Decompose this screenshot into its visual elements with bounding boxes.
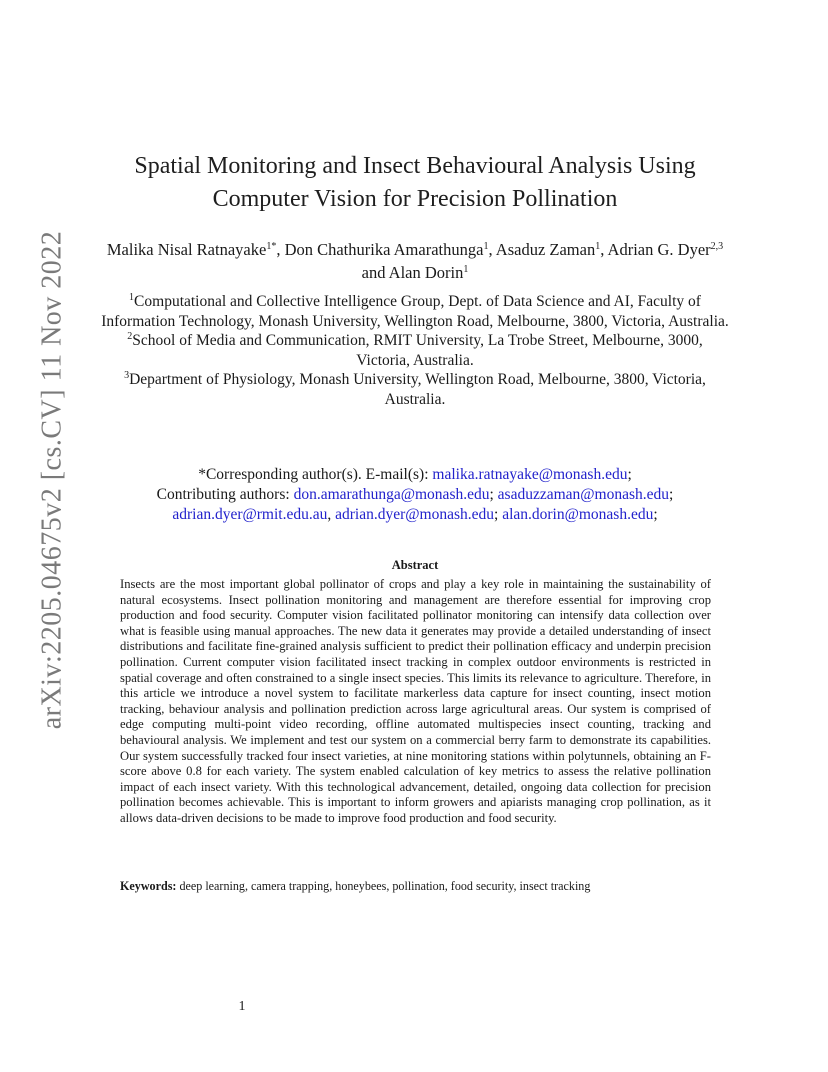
email-separator: ; — [653, 506, 658, 523]
author-affiliation-marker: 2,3 — [710, 241, 724, 252]
affiliation-list — [100, 292, 730, 409]
email-separator: ; — [669, 486, 674, 503]
author-affiliation-marker: 1 — [463, 264, 469, 275]
affiliation-item — [100, 292, 730, 331]
abstract-heading: Abstract — [391, 558, 439, 572]
title-line-1: Spatial Monitoring and Insect Behavioural Analysis Using — [134, 153, 696, 179]
contributing-email-link[interactable]: adrian.dyer@monash.edu — [335, 506, 494, 523]
contributing-email-link[interactable]: alan.dorin@monash.edu — [502, 506, 654, 523]
contributing-email-link[interactable]: adrian.dyer@rmit.edu.au — [172, 506, 328, 523]
author-affiliation-marker: 1* — [266, 241, 277, 252]
author-affiliation-marker: 1 — [483, 241, 489, 252]
corresponding-author-line — [100, 465, 730, 485]
keywords-text: deep learning, camera trapping, honeybees, pollination, food security, insect tracking — [179, 879, 591, 893]
email-separator: ; — [494, 506, 503, 523]
contributing-authors-line — [100, 485, 730, 525]
author-separator: , — [276, 240, 285, 259]
corresponding-email-link[interactable]: malika.ratnayake@monash.edu — [432, 466, 628, 483]
author-name: Asaduz Zaman — [495, 240, 596, 259]
affiliation-text: Department of Physiology, Monash University, Wellington Road, Melbourne, 3800, Victoria, Australia. — [129, 371, 706, 408]
email-separator: , — [327, 506, 336, 523]
affiliation-number: 1 — [129, 292, 135, 303]
arxiv-identifier-stamp — [16, 230, 88, 730]
contact-block — [100, 465, 730, 525]
contributing-email-link[interactable]: asaduzzaman@monash.edu — [497, 486, 670, 503]
title-line-2: Computer Vision for Precision Pollination — [212, 186, 618, 212]
abstract-text: Insects are the most important global pollinator of crops and play a key role in maintaining the sustainability of natural ecosystems. Insect pollination monitoring and management are therefore essential for improving crop production and food security. Computer vision facilitated pollinator monitoring can intensify data collection over what is feasible using manual approaches. The new data it generates may provide a detailed understanding of insect distributions and facilitate fine-grained analysis sufficient to predict their pollination efficacy and underpin precision pollination. Current computer vision facilitated insect tracking in complex outdoor environments is restricted in spatial coverage and often constrained to a single insect species. This limits its relevance to agriculture. Therefore, in this article we introduce a novel system to facilitate markerless data capture for insect counting, insect motion tracking, behaviour analysis and pollination prediction across large agricultural areas. Our system is comprised of edge computing multi-point video recording, offline automated multispecies insect counting, tracking and behavioural analysis. We implement and test our system on a commercial berry farm to demonstrate its capabilities. Our system successfully tracked four insect varieties, at nine monitoring stations within polytunnels, obtaining an F-score above 0.8 for each variety. The system enabled calculation of key metrics to assess the relative pollination impact of each insect variety. With this technological advancement, detailed, ongoing data collection for precision pollination becomes achievable. This is important to inform growers and apiarists managing crop pollination, as it allows data-driven decisions to be made to improve food production and food security. — [120, 577, 711, 825]
affiliation-number: 2 — [127, 331, 133, 342]
email-separator: ; — [489, 486, 498, 503]
author-name: Adrian G. Dyer — [607, 240, 711, 259]
affiliation-number: 3 — [124, 370, 130, 381]
author-separator: and — [361, 263, 389, 282]
page-number: 1 — [238, 999, 246, 1014]
affiliation-text: Computational and Collective Intelligence Group, Dept. of Data Science and AI, Faculty of Information Technology, Monash University, Wellington Road, Melbourne, 3800, Victoria, Australia. — [101, 293, 729, 330]
contributing-label: Contributing authors: — [156, 486, 294, 503]
author-separator: , — [488, 240, 496, 259]
affiliation-item — [100, 370, 730, 409]
contributing-email-link[interactable]: don.amarathunga@monash.edu — [293, 486, 490, 503]
corresponding-label: *Corresponding author(s). E-mail(s): — [198, 466, 433, 483]
arxiv-identifier-text: arXiv:2205.04675v2 [cs.CV] 11 Nov 2022 — [36, 230, 67, 730]
affiliation-text: School of Media and Communication, RMIT University, La Trobe Street, Melbourne, 3000, Victoria, Australia. — [132, 332, 703, 369]
author-name: Alan Dorin — [388, 263, 464, 282]
corresponding-suffix: ; — [627, 466, 632, 483]
author-name: Malika Nisal Ratnayake — [106, 240, 267, 259]
author-affiliation-marker: 1 — [595, 241, 601, 252]
author-separator: , — [600, 240, 608, 259]
affiliation-item — [100, 331, 730, 370]
author-list — [100, 238, 730, 284]
paper-title — [105, 150, 725, 216]
author-name: Don Chathurika Amarathunga — [284, 240, 484, 259]
keywords-line — [120, 879, 720, 894]
keywords-label: Keywords: — [120, 879, 177, 893]
